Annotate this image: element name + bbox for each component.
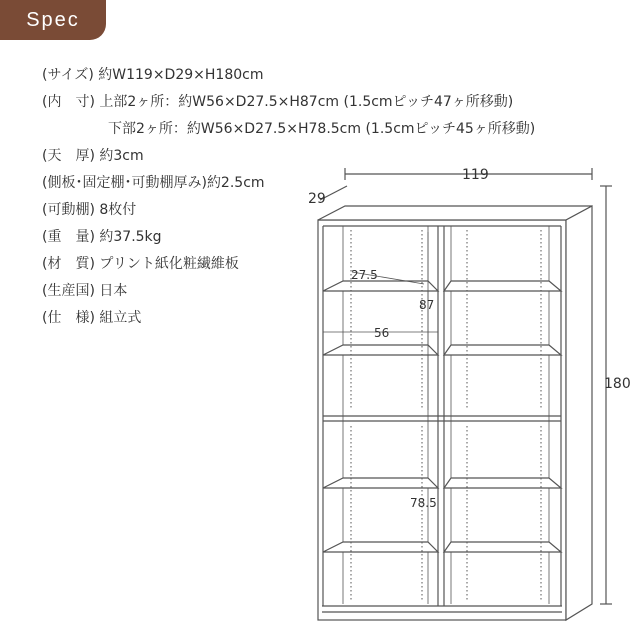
spec-label: (可動棚) (42, 202, 95, 218)
spec-label: (重 量) (42, 229, 95, 245)
spec-value: 組立式 (99, 310, 142, 326)
spec-value: 約3cm (99, 148, 144, 164)
width-dimension-label: 119 (462, 167, 489, 183)
inner-width-label: 56 (374, 326, 390, 340)
spec-label: (生産国) (42, 283, 95, 299)
upper-height-label: 87 (419, 298, 435, 312)
spec-label: (仕 様) (42, 310, 95, 326)
depth-dimension-label: 29 (308, 191, 326, 207)
spec-label: (側板･固定棚･可動棚厚み) (42, 175, 207, 191)
lower-height-label: 78.5 (410, 496, 437, 510)
height-dimension-label: 180 (604, 376, 631, 392)
spec-value: 約W119×D29×H180cm (98, 67, 264, 83)
spec-value: 8枚付 (99, 202, 137, 218)
spec-value: プリント紙化粧繊維板 (99, 256, 239, 272)
spec-value: 約37.5kg (99, 229, 162, 245)
spec-value: 下部2ヶ所：約W56×D27.5×H78.5cm (1.5cmピッチ45ヶ所移動) (108, 121, 536, 137)
cabinet-top-panel (318, 206, 592, 220)
spec-label: (天 厚) (42, 148, 95, 164)
spec-tab: Spec (0, 0, 106, 40)
cabinet-side-panel (566, 206, 592, 620)
spec-label: (内 寸) (42, 94, 95, 110)
spec-value: 約2.5cm (206, 175, 265, 191)
spec-label: (サイズ) (42, 67, 94, 83)
spec-value: 上部2ヶ所：約W56×D27.5×H87cm (1.5cmピッチ47ヶ所移動) (99, 94, 514, 110)
inner-depth-label: 27.5 (351, 268, 378, 282)
spec-label: (材 質) (42, 256, 95, 272)
spec-value: 日本 (99, 283, 128, 299)
